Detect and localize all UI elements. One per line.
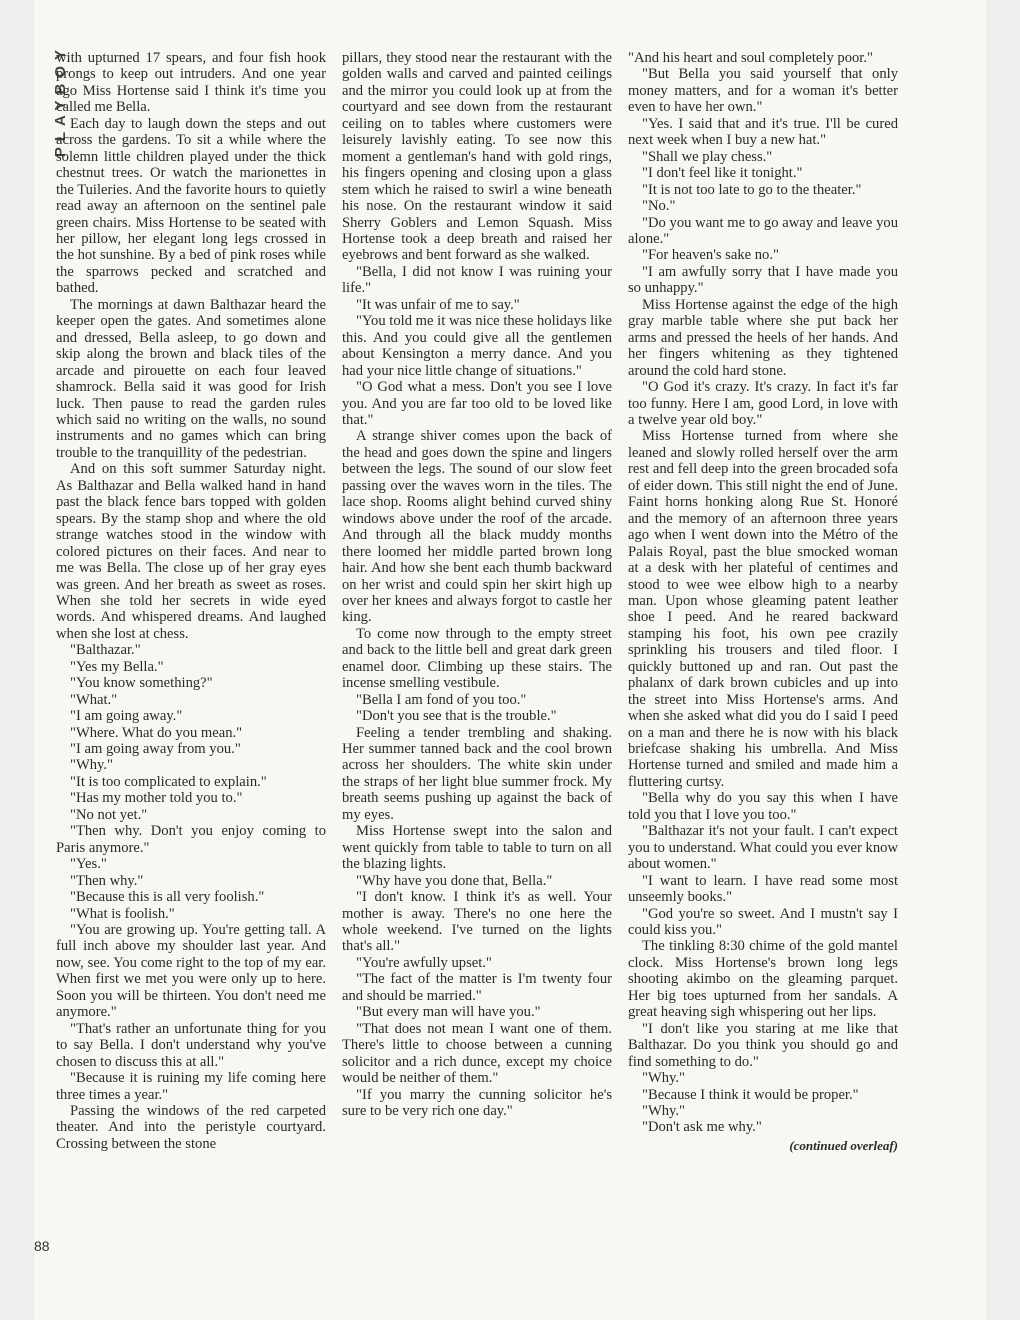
paragraph: "Because this is all very foolish." [70,889,265,906]
paragraph: "Don't ask me why." [642,1119,762,1136]
paragraph: The tinkling 8:30 chime of the gold mantel clock. Miss Hortense's brown long legs shooting akimbo on the gleaming parquet. Her big toes upturned from her sandals. A great heaving sigh whispering out her lips. [628,938,898,1021]
paragraph: "But Bella you said yourself that only money matters, and for a woman it's better even to have her own." [628,66,898,116]
paragraph: "Balthazar it's not your fault. I can't expect you to understand. What could you ever know about women." [628,823,898,873]
paragraph: "Where. What do you mean." [70,724,243,741]
paragraph: "O God it's crazy. It's crazy. In fact it's far too funny. Here I am, good Lord, in love with a twelve year old boy." [628,379,898,428]
paragraph: "You told me it was nice these holidays like this. And you could give all the gentlemen about Kensington a merry dance. And you had your nice little change of situations." [342,313,612,379]
paragraph: "Why." [642,1070,685,1087]
paragraph: "Why have you done that, Bella." [356,872,553,889]
paragraph: "Bella I am fond of you too." [356,691,527,708]
paragraph: "It was unfair of me to say." [356,296,520,313]
paragraph: Passing the windows of the red carpeted theater. And into the peristyle courtyard. Crossing between the stone [56,1103,326,1152]
page-number: 88 [34,1238,50,1254]
paragraph: pillars, they stood near the restaurant with the golden walls and carved and painted ceilings and the mirror you could look up at from the courtyard and see down from the restaurant ceiling on to tables where customers were leisurely lavishly eating. To see now this moment a gentleman's hand with gold rings, his fingers opening and closing upon a glass stem which he raised to swirl a wine beneath his nose. On the restaurant window it said Sherry Goblers and Lemon Squash. Miss Hortense took a deep breath and raised her eyebrows and bent forward as she walked. [342,50,612,264]
paragraph: "I want to learn. I have read some most unseemly books." [628,872,898,906]
paragraph: "If you marry the cunning solicitor he's sure to be very rich one day." [342,1086,612,1119]
paragraph: "It is not too late to go to the theater." [642,181,862,198]
paragraph: "Balthazar." [70,642,141,659]
magazine-masthead: PLAYBOY [52,44,69,158]
paragraph: "Yes. I said that and it's true. I'll be cured next week when I buy a new hat." [628,115,898,149]
paragraph: "No not yet." [70,806,148,823]
paragraph: "I am awfully sorry that I have made you so unhappy." [628,263,898,297]
paragraph: "That's rather an unfortunate thing for you to say Bella. I don't understand why you've chosen to discuss this at all." [56,1020,326,1070]
paragraph: "Yes my Bella." [70,658,164,675]
paragraph: And on this soft summer Saturday night. As Balthazar and Bella walked hand in hand past the black fence bars topped with golden spears. By the stamp shop and where the old strange watches stood in the window with colored pictures on their faces. And near to me was Bella. The close up of her gray eyes was green. And her breath as sweet as roses. When she told her secrets in wide eyed words. And whispered dreams. And laughed when she lost at chess. [56,461,326,642]
text-column-3 [628,50,898,1154]
continued-label: (continued overleaf) [789,1137,898,1153]
paragraph: "What." [70,691,118,708]
paragraph: "Shall we play chess." [642,148,773,165]
paragraph: A strange shiver comes upon the back of the head and goes down the spine and lingers between the legs. The sound of our slow feet passing over the waves worn in the tiles. The lace shop. Rooms alight behind curved shiny windows above under the roof of the arcade. And through all the black muddy months there loomed her middle parted brown long hair. And how she bent each thumb backward on her wrist and could spin her skirt high up over her knees and always forgot to castle her king. [342,428,612,626]
text-column-1 [56,50,326,1152]
paragraph: "Because it is ruining my life coming here three times a year." [56,1070,326,1103]
paragraph: Miss Hortense turned from where she leaned and slowly rolled herself over the arm rest and fell deep into the green brocaded sofa of eider down. This still night the end of June. Faint horns honking along Rue St. Honoré and the memory of an afternoon three years ago when I went down into the Métro of the Palais Royal, past the blue smocked woman at a desk with her plateful of centimes and stood to wee wee elbow high to a nearby man. Upon whose gleaming patent leather shoe I peed. And he reared backward stamping his foot, his own pee crazily sprinkling his trousers and tiled floor. I quickly buttoned up and ran. Out past the phalanx of dark brown cubicles and up into the street into Miss Hortense's arms. And when she asked what did you do I said I peed on a man and there he is now with his black briefcase shaking his umbrella. And Miss Hortense turned and smiled and made him a fluttering curtsy. [628,428,898,790]
paragraph: "What is foolish." [70,905,175,922]
paragraph: "Do you want me to go away and leave you alone." [628,214,898,247]
paragraph: "You are growing up. You're getting tall. A full inch above my shoulder last year. And now, see. You come right to the top of my ear. When first we met you were only up to here. Soon you will be thirteen. You don't need me anymore." [56,922,326,1021]
paragraph: "That does not mean I want one of them. There's little to choose between a cunning solicitor and a rich dunce, except my choice would be neither of them." [342,1020,612,1087]
paragraph: The mornings at dawn Balthazar heard the keeper open the gates. And sometimes alone and dressed, Bella asleep, to go down and skip along the brown and black tiles of the arcade and pirouette on each four leaved shamrock. Bella said it was good for Irish luck. Then pause to read the garden rules which said no writing on the walls, no sound instruments and no games which can bring trouble to the tranquillity of the pedestrian. [56,296,326,461]
paragraph: "I am going away from you." [70,741,241,758]
paragraph: "You know something?" [70,675,213,692]
paragraph: "And his heart and soul completely poor." [628,50,873,66]
text-column-2 [342,50,612,1119]
paragraph: "You're awfully upset." [356,954,492,971]
paragraph: To come now through to the empty street and back to the little bell and great dark green enamel door. Climbing up these stairs. The incense smelling vestibule. [342,625,612,692]
paragraph: "I don't feel like it tonight." [642,165,803,182]
paragraph: "I am going away." [70,708,183,725]
paragraph: "For heaven's sake no." [642,247,779,264]
paragraph: "God you're so sweet. And I mustn't say I could kiss you." [628,905,898,939]
paragraph: "Bella why do you say this when I have told you that I love you too." [628,790,898,823]
paragraph: "Why." [642,1103,685,1119]
paragraph: "Has my mother told you to." [70,790,243,807]
paragraph: "But every man will have you." [356,1004,541,1021]
paragraph: Miss Hortense swept into the salon and went quickly from table to table to turn on all the blazing lights. [342,823,612,873]
paragraph: "Because I think it would be proper." [642,1086,859,1103]
paragraph: "I don't like you staring at me like that Balthazar. Do you think you should go and find something to do." [628,1020,898,1070]
paragraph: "It is too complicated to explain." [70,773,267,790]
paragraph: "Bella, I did not know I was ruining your life." [342,263,612,297]
paragraph: "Then why. Don't you enjoy coming to Paris anymore." [56,823,326,856]
paragraph: Miss Hortense against the edge of the high gray marble table where she put back her arms and pressed the heels of her hands. And her fingers whitening as they tightened around the cold hard stone. [628,296,898,379]
paragraph: "Yes." [70,856,107,873]
paragraph: "Don't you see that is the trouble." [356,708,557,725]
paragraph: "Why." [70,757,113,774]
paragraph: "O God what a mess. Don't you see I love you. And you are far too old to be loved like that." [342,379,612,428]
paragraph: Each day to laugh down the steps and out across the gardens. To sit a while where the solemn little children played under the thick chestnut trees. Or watch the marionettes in the Tuileries. And the favorite hours to quietly read away an afternoon on the sentinel pale green chairs. Miss Hortense to be seated with her pillow, her elegant long legs crossed in the hot sunshine. By a bed of pink roses while the sparrows pecked and scratched and bathed. [56,115,326,297]
paragraph: "I don't know. I think it's as well. Your mother is away. There's no one here the whole weekend. I've turned on the lights that's all." [342,889,612,955]
paragraph: "No." [642,198,676,215]
paragraph: "The fact of the matter is I'm twenty four and should be married." [342,971,612,1004]
paragraph: "Then why." [70,872,144,889]
paragraph: Feeling a tender trembling and shaking. Her summer tanned back and the cool brown across her shoulders. The white skin under the straps of her light blue summer frock. My breath seems pushing up against the back of my eyes. [342,724,612,823]
paragraph: with upturned 17 spears, and four fish hook prongs to keep out intruders. And one year ago Miss Hortense said I think it's time you called me Bella. [56,50,326,116]
